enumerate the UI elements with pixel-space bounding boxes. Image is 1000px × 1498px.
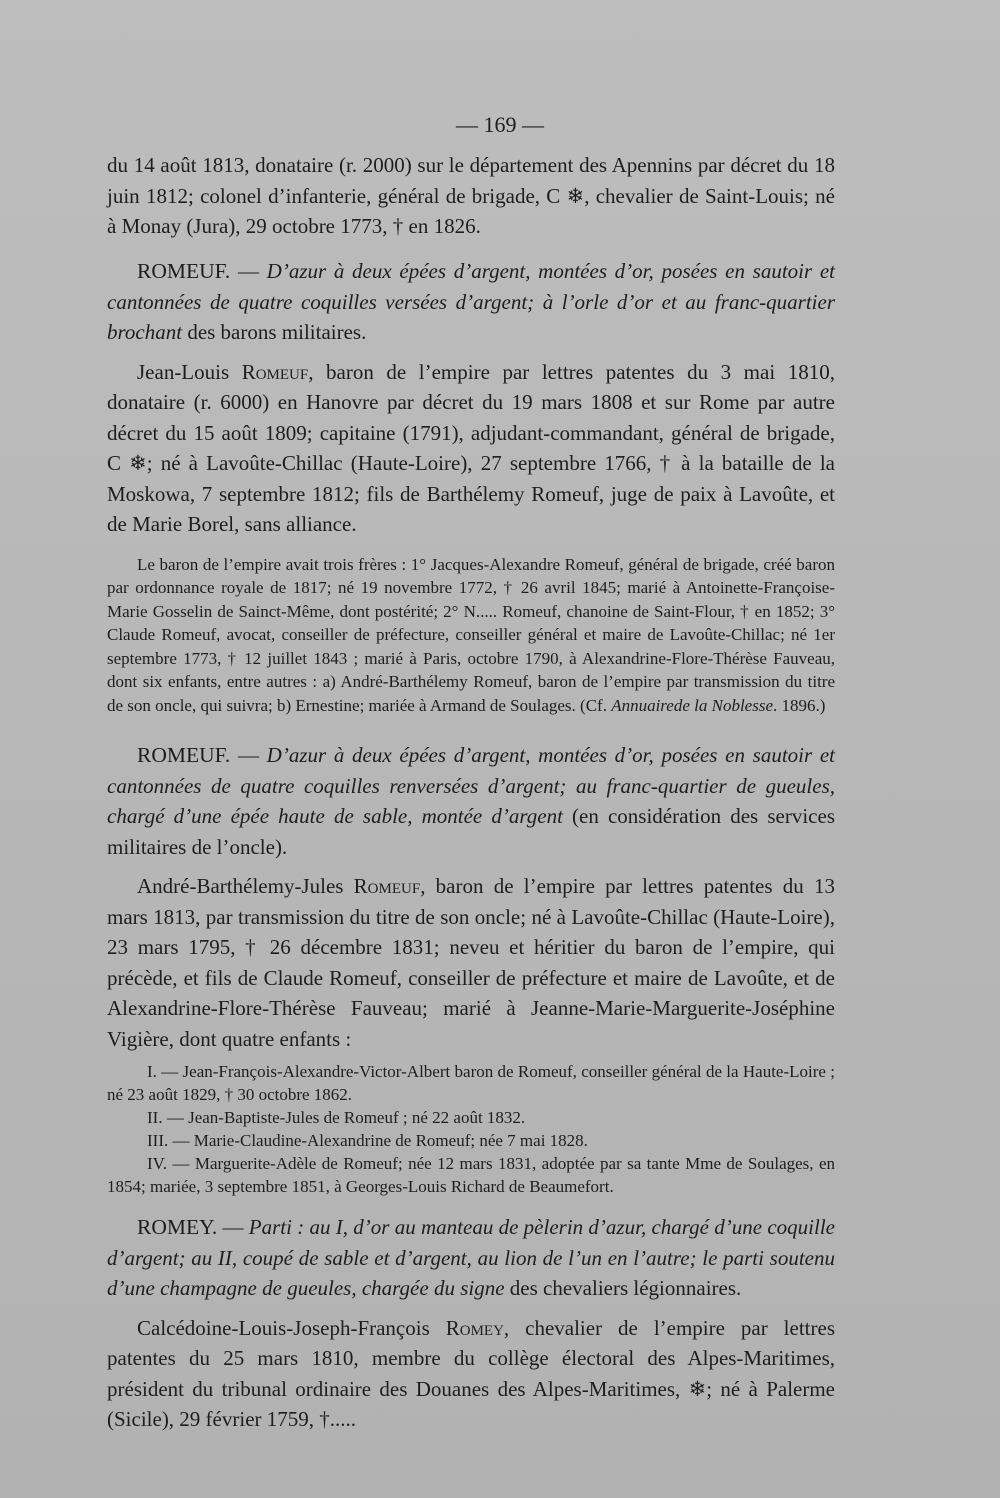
bio-text: , chevalier de l’empire par lettres patentes du 25 mars 1810, membre du collège électoral des Alpes-Maritimes, président du tribunal ordinaire des Douanes des Alpes-Maritimes, ❄; né à Palerme (Sicile), 29 février 1759, †..... [107,1315,835,1431]
entry-romeuf-1 [107,256,835,717]
note-reference: Annuairede la Noblesse [611,695,773,715]
continued-entry [107,150,835,242]
bio-surname: Romeuf [241,359,309,384]
entry-romeuf-2 [107,740,835,1198]
list-item: III. — Marie-Claudine-Alexandrine de Romeuf; née 7 mai 1828. [147,1131,588,1150]
blazon-tail: des barons militaires. [182,320,367,344]
entry-heading: ROMEUF. [137,259,231,283]
blazon-text: D’azur à deux épées d’argent, montées d’or, posées en sautoir et cantonnées de quatre coquilles versées d’argent; à l’orle d’or et au franc-quartier brochant [107,259,836,344]
page-number: — 169 — [456,112,544,137]
blazon-text: D’azur à deux épées d’argent, montées d’or, posées en sautoir et cantonnées de quatre coquilles renversées d’argent; au franc-quartier de gueules, chargé d’une épée haute de sable, montée d’argent [107,743,836,828]
list-item: II. — Jean-Baptiste-Jules de Romeuf ; né 22 août 1832. [147,1108,526,1127]
biography-paragraph [107,1313,835,1435]
blazon-tail: des chevaliers légionnaires. [504,1276,742,1300]
bio-surname: Romeuf [353,874,421,898]
family-note [107,553,835,718]
bio-text: , baron de l’empire par lettres patentes du 13 mars 1813, par transmission du titre de son oncle; né à Lavoûte-Chillac (Haute-Loire), 23 mars 1795, † 26 décembre 1831; neveu et héritier du baron de l’empire, qui précède, et fils de Claude Romeuf, conseiller de préfecture et maire de Lavoûte, et de Alexandrine-Flore-Thérèse Fauveau; marié à Jeanne-Marie-Marguerite-Joséphine Vigière, dont quatre enfants : [107,874,835,1051]
heading-dash: — [230,259,267,283]
entry-heading: ROMEY. [137,1215,218,1239]
blazon-text: Parti : au I, d’or au manteau de pèlerin d’azur, chargé d’une coquille d’argent; au II, coupé de sable et d’argent, au lion de l’un en l’autre; le parti soutenu d’une champagne de gueules, chargée du signe [107,1215,836,1300]
continued-paragraph: du 14 août 1813, donataire (r. 2000) sur le département des Apennins par décret du 18 juin 1812; colonel d’infanterie, général de brigade, C ❄, chevalier de Saint-Louis; né à Monay (Jura), 29 octobre 1773, † en 1826. [107,153,835,238]
heading-dash: — [217,1215,249,1239]
biography-paragraph [107,871,835,1054]
entry-heading: ROMEUF. [137,743,231,767]
arms-paragraph [107,740,835,862]
children-list [107,1060,835,1198]
bio-forename: Jean-Louis [137,359,242,384]
note-text: Le baron de l’empire avait trois frères : 1° Jacques-Alexandre Romeuf, général de brigade, créé baron par ordonnance royale de 1817; né 19 novembre 1772, † 26 avril 1845; marié à Antoinette-Françoise-Marie Gosselin de Sainct-Même, dont postérité; 2° N..... Romeuf, chanoine de Saint-Flour, † en 1852; 3° Claude Romeuf, avocat, conseiller de préfecture, conseiller général et maire de Lavoûte-Chillac; né 1er septembre 1773, † 12 juillet 1843 ; marié à Paris, octobre 1790, à Alexandrine-Flore-Thérèse Fauveau, dont six enfants, entre autres : a) André-Barthélemy Romeuf, baron de l’empire par transmission du titre de son oncle, qui suivra; b) Ernestine; mariée à Armand de Soulages. (Cf. [107,554,835,715]
list-item: I. — Jean-François-Alexandre-Victor-Albert baron de Romeuf, conseiller général de la Haute-Loire ; né 23 août 1829, † 30 octobre 1862. [107,1062,835,1104]
arms-paragraph [107,256,835,348]
biography-paragraph [107,357,835,540]
arms-paragraph [107,1212,835,1304]
bio-forename: Calcédoine-Louis-Joseph-François [137,1315,446,1340]
bio-text: , baron de l’empire par lettres patentes du 3 mai 1810, donataire (r. 6000) en Hanovre par décret du 19 mars 1808 et sur Rome par autre décret du 15 août 1809; capitaine (1791), adjudant-commandant, général de brigade, C ❄; né à Lavoûte-Chillac (Haute-Loire), 27 septembre 1766, † à la bataille de la Moskowa, 7 septembre 1812; fils de Barthélemy Romeuf, juge de paix à Lavoûte, et de Marie Borel, sans alliance. [107,359,835,536]
blazon-tail: (en considération des services militaires de l’oncle). [107,804,835,859]
bio-forename: André-Barthélemy-Jules [137,874,354,898]
entry-romey [107,1212,835,1435]
bio-surname: Romey [445,1315,504,1340]
list-item: IV. — Marguerite-Adèle de Romeuf; née 12 mars 1831, adoptée par sa tante Mme de Soulages, en 1854; mariée, 3 septembre 1851, à Georges-Louis Richard de Beaumefort. [107,1154,835,1196]
heading-dash: — [230,743,267,767]
note-end: . 1896.) [773,695,826,715]
